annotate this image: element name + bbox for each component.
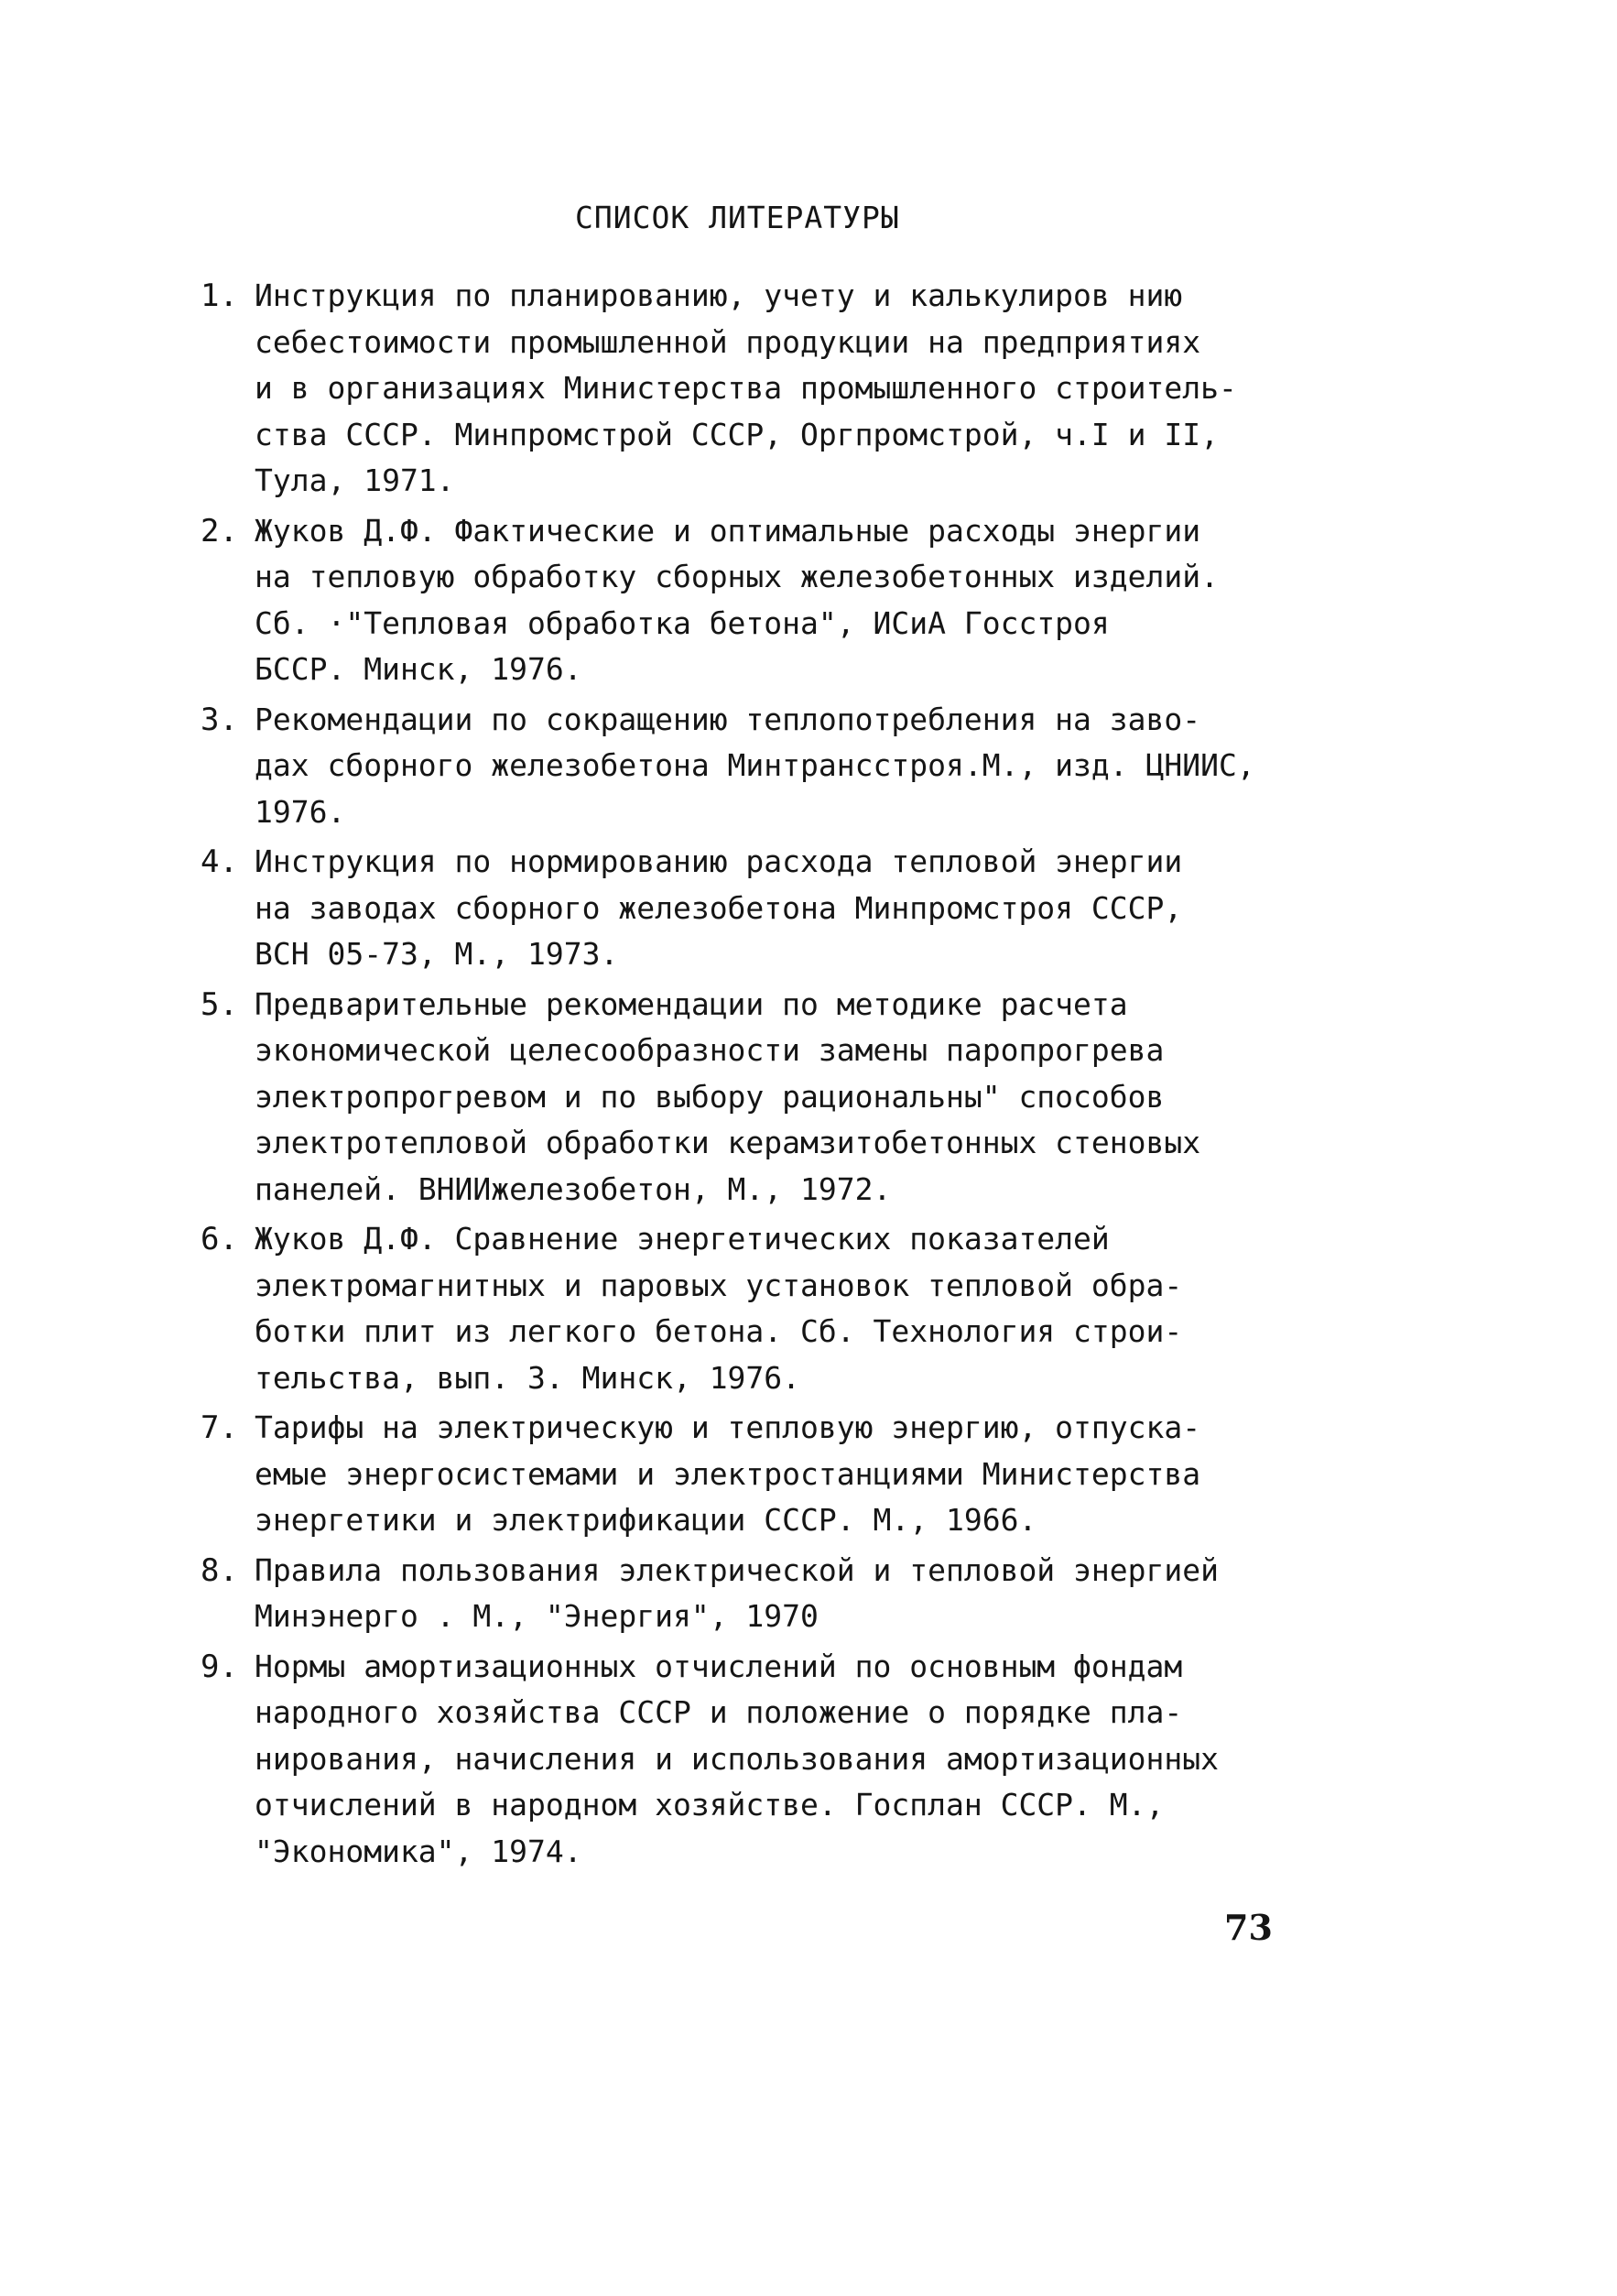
reference-number: 1. [201,277,238,314]
reference-line: энергетики и электрификации СССР. М., 1966. [255,1502,1037,1538]
reference-line: отчислений в народном хозяйстве. Госплан СССР. М., [255,1787,1165,1823]
reference-number: 7. [201,1409,238,1446]
reference-line: Тарифы на электрическую и тепловую энергию, отпуска- [255,1409,1201,1445]
page-number: 73 [1224,1907,1273,1948]
reference-line: БССР. Минск, 1976. [255,651,582,687]
reference-line: Нормы амортизационных отчислений по основным фондам [255,1648,1183,1684]
page-title: СПИСОК ЛИТЕРАТУРЫ [575,200,900,235]
reference-line: ВСН 05-73, М., 1973. [255,936,619,972]
reference-line: себестоимости промышленной продукции на предприятиях [255,323,1201,360]
reference-line: 1976. [255,793,346,830]
reference-line: и в организациях Министерства промышленного строитель- [255,370,1237,406]
reference-line: на тепловую обработку сборных железобетонных изделий. [255,559,1219,594]
reference-line: Инструкция по нормированию расхода тепловой энергии [255,843,1183,879]
reference-item [183,508,1492,693]
reference-number: 6. [201,1221,238,1257]
reference-number: 2. [201,512,238,550]
reference-line: Минэнерго . М., "Энергия", 1970 [255,1598,819,1634]
reference-number: 4. [201,843,238,880]
reference-line: Инструкция по планированию, учету и калькулиров нию [255,277,1183,313]
reference-item [183,982,1492,1213]
reference-line: электропрогревом и по выбору рациональны" способов [255,1078,1165,1115]
reference-line: Тула, 1971. [255,462,455,498]
reference-line: на заводах сборного железобетона Минпромстроя СССР, [255,889,1183,926]
reference-item [183,697,1492,836]
reference-line: Сб. ·"Тепловая обработка бетона", ИСиА Госстроя [255,604,1110,641]
reference-line: ства СССР. Минпромстрой СССР, Оргпромстрой, ч.I и II, [255,416,1219,452]
reference-item [183,1644,1492,1876]
reference-number: 8. [201,1551,238,1589]
reference-line: Предварительные рекомендации по методике расчета [255,985,1128,1022]
reference-line: "Экономика", 1974. [255,1833,582,1869]
reference-line: электромагнитных и паровых установок тепловой обра- [255,1267,1183,1303]
reference-line: нирования, начисления и использования амортизационных [255,1740,1219,1777]
reference-item [183,1216,1492,1401]
reference-line: ботки плит из легкого бетона. Сб. Технология строи- [255,1313,1183,1349]
reference-line: дах сборного железобетона Минтрансстроя.М., изд. ЦНИИС, [255,747,1255,783]
reference-line: Жуков Д.Ф. Фактические и оптимальные расходы энергии [255,512,1201,549]
reference-item [183,1548,1492,1640]
reference-line: Рекомендации по сокращению теплопотребления на заво- [255,701,1201,737]
reference-line: емые энергосистемами и электростанциями Министерства [255,1455,1201,1492]
reference-line: тельства, вып. 3. Минск, 1976. [255,1359,801,1396]
reference-line: экономической целесообразности замены паропрогрева [255,1032,1165,1068]
reference-item [183,839,1492,978]
reference-line: Жуков Д.Ф. Сравнение энергетических показателей [255,1221,1110,1257]
reference-line: народного хозяйства СССР и положение о порядке пла- [255,1694,1183,1730]
reference-line: электротепловой обработки керамзитобетонных стеновых [255,1125,1201,1160]
reference-item [183,1405,1492,1544]
reference-list [183,273,1492,1878]
reference-line: панелей. ВНИИжелезобетон, М., 1972. [255,1170,892,1207]
reference-number: 5. [201,985,238,1023]
reference-number: 3. [201,701,238,738]
reference-line: Правила пользования электрической и тепловой энергией [255,1551,1219,1588]
reference-item [183,273,1492,505]
reference-number: 9. [201,1648,238,1685]
